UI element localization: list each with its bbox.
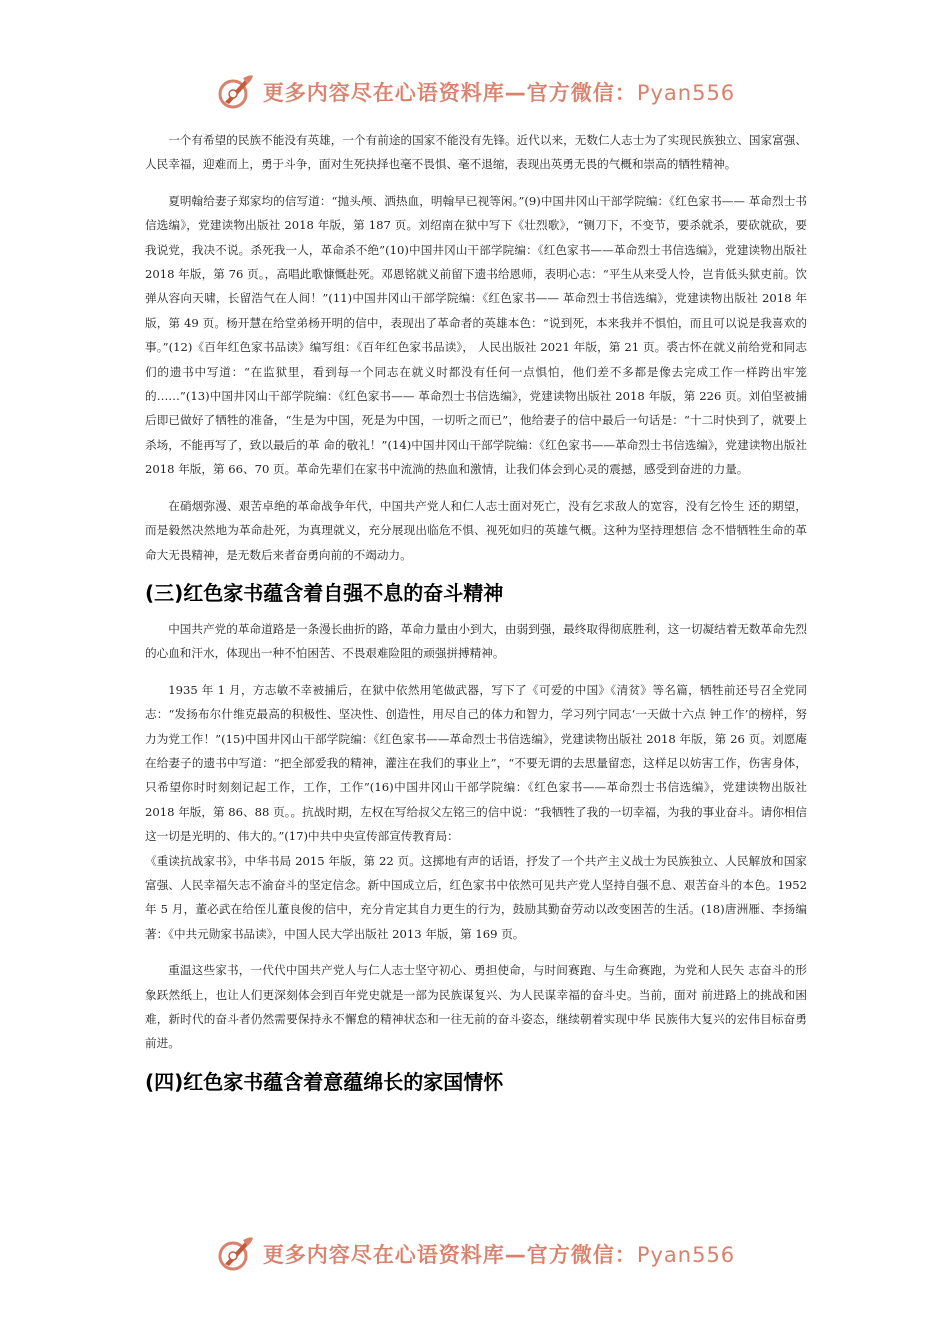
bottom-watermark-banner [0, 1232, 950, 1276]
section-heading-4: (四)红色家书蕴含着意蕴绵长的家国情怀 [145, 1069, 504, 1094]
paragraph-intro: 一个有希望的民族不能没有英雄，一个有前途的国家不能没有先锋。近代以来，无数仁人志士为了实现民族独立、国家富强、人民幸福，迎难而上，勇于斗争，面对生死抉择也毫不畏惧、毫不退缩，表现出英勇无畏的气概和崇高的牺牲精神。 [145, 133, 807, 172]
watermark-prefix: 更多内容尽在心语资料库—官方微信： [262, 1243, 637, 1267]
section-heading-3: (三)红色家书蕴含着自强不息的奋斗精神 [145, 580, 504, 605]
watermark-prefix: 更多内容尽在心语资料库—官方微信： [262, 81, 637, 105]
paragraph-revolution-path: 中国共产党的革命道路是一条漫长曲折的路，革命力量由小到大，由弱到强，最终取得彻底胜利，这一切凝结着无数革命先烈的心血和汗水，体现出一种不怕困苦、不畏艰难险阻的顽强拼搏精神。 [145, 621, 807, 661]
paragraph-wartime-letters: 《重读抗战家书》，中华书局 2015 年版，第 22 页。这掷地有声的话语，抒发了一个共产主义战士为民族独立、人民解放和国家富强、人民幸福矢志不渝奋斗的坚定信念。新中国成立后，红色家书中依然可见共产党人坚持自强不息、艰苦奋斗的本色。1952 年 5 月，董必武在给侄儿董良俊的信中，充分肯定其自力更生的行为，鼓励其勤奋劳动以改变困苦的生活。(18)唐洲雁、李扬编著：《中共元勋家书品读》，中国人民大学出版社 2013 年版，第 169 页。 [145, 853, 807, 941]
quill-pen-logo-icon [215, 1234, 255, 1274]
wechat-id: Pyan556 [636, 81, 736, 105]
watermark-text [263, 77, 735, 107]
watermark-text [263, 1239, 735, 1269]
paragraph-letters-heroes: 夏明翰给妻子郑家均的信写道：“抛头颅、洒热血，明翰早已视等闲。”(9)中国井冈山干部学院编：《红色家书—— 革命烈士书信选编》，党建读物出版社 2018 年版，第 187 页。刘绍南在狱中写下《壮烈歌》，“铡刀下，不变节，要杀就杀，要砍就砍，要我说党，我决不说。杀死我一人，革命杀不绝”(10)中国井冈山干部学院编：《红色家书——革命烈士书信选编》，党建读物出版社 2018 年版，第 76 页。，高唱此歌慷慨赴死。邓恩铭就义前留下遗书给恩师，表明心志：“平生从来受人怜，岂肯低头狱吏前。饮弹从容向天啸，长留浩气在人间！”(11)中国井冈山干部学院编：《红色家书—— 革命烈士书信选编》，党建读物出版社 2018 年版，第 49 页。杨开慧在给堂弟杨开明的信中，表现出了革命者的英雄本色：“说到死，本来我并不惧怕，而且可以说是我喜欢的事。”(12)《百年红色家书品读》编写组：《百年红色家书品读》， 人民出版社 2021 年版，第 21 页。裘古怀在就义前给党和同志们的遗书中写道：“在监狱里，看到每一个同志在就义时都没有任何一点惧怕，他们差不多都是像去完成工作一样跨出牢笼的……”(13)中国井冈山干部学院编：《红色家书—— 革命烈士书信选编》，党建读物出版社 2018 年版，第 226 页。刘伯坚被捕后即已做好了牺牲的准备，“生是为中国，死是为中国，一切听之而已”，他给妻子的信中最后一句话是：“十二时快到了，就要上杀场，不能再写了，致以最后的革 命的敬礼！”(14)中国井冈山干部学院编：《红色家书——革命烈士书信选编》，党建读物出版社 2018 年版，第 66、70 页。革命先辈们在家书中流淌的热血和激情，让我们体会到心灵的震撼，感受到奋进的力量。 [145, 193, 807, 477]
top-watermark-banner [0, 70, 950, 114]
wechat-id: Pyan556 [636, 1243, 736, 1267]
paragraph-fang-zhimin: 1935 年 1 月，方志敏不幸被捕后，在狱中依然用笔做武器，写下了《可爱的中国》《清贫》等名篇，牺牲前还号召全党同志：“发扬布尔什维克最高的积极性、坚决性、创造性，用尽自己的体力和智力，学习列宁同志‘一天做十六点 钟工作’的榜样，努力为党工作！”(15)中国井冈山干部学院编：《红色家书——革命烈士书信选编》，党建读物出版社 2018 年版，第 26 页。刘愿庵在给妻子的遗书中写道：“把全部爱我的精神，灌注在我们的事业上”，“不要无谓的去思量留恋，这样足以妨害工作，伤害身体，只希望你时时刻刻记起工作，工作，工作”(16)中国井冈山干部学院编：《红色家书——革命烈士书信选编》，党建读物出版社 2018 年版，第 86、88 页。。抗战时期，左权在写给叔父左铭三的信中说：“我牺牲了我的一切幸福，为我的事业奋斗。请你相信这一切是光明的、伟大的。”(17)中共中央宣传部宣传教育局： [145, 682, 807, 844]
document-body [145, 128, 807, 1106]
paragraph-revisit-letters: 重温这些家书，一代代中国共产党人与仁人志士坚守初心、勇担使命，与时间赛跑、与生命赛跑，为党和人民矢 志奋斗的形象跃然纸上，也让人们更深刻体会到百年党史就是一部为民族谋复兴、为人民谋幸福的奋斗史。当前，面对 前进路上的挑战和困难，新时代的奋斗者仍然需要保持永不懈怠的精神状态和一往无前的奋斗姿态，继续朝着实现中华 民族伟大复兴的宏伟目标奋勇前进。 [145, 963, 807, 1051]
paragraph-heroic-spirit: 在硝烟弥漫、艰苦卓绝的革命战争年代，中国共产党人和仁人志士面对死亡，没有乞求敌人的宽容，没有乞怜生 还的期望，而是毅然决然地为革命赴死，为真理就义，充分展现出临危不惧、视死如归的英雄气概。这种为坚持理想信 念不惜牺牲生命的革命大无畏精神，是无数后来者奋勇向前的不竭动力。 [145, 498, 807, 562]
quill-pen-logo-icon [215, 72, 255, 112]
